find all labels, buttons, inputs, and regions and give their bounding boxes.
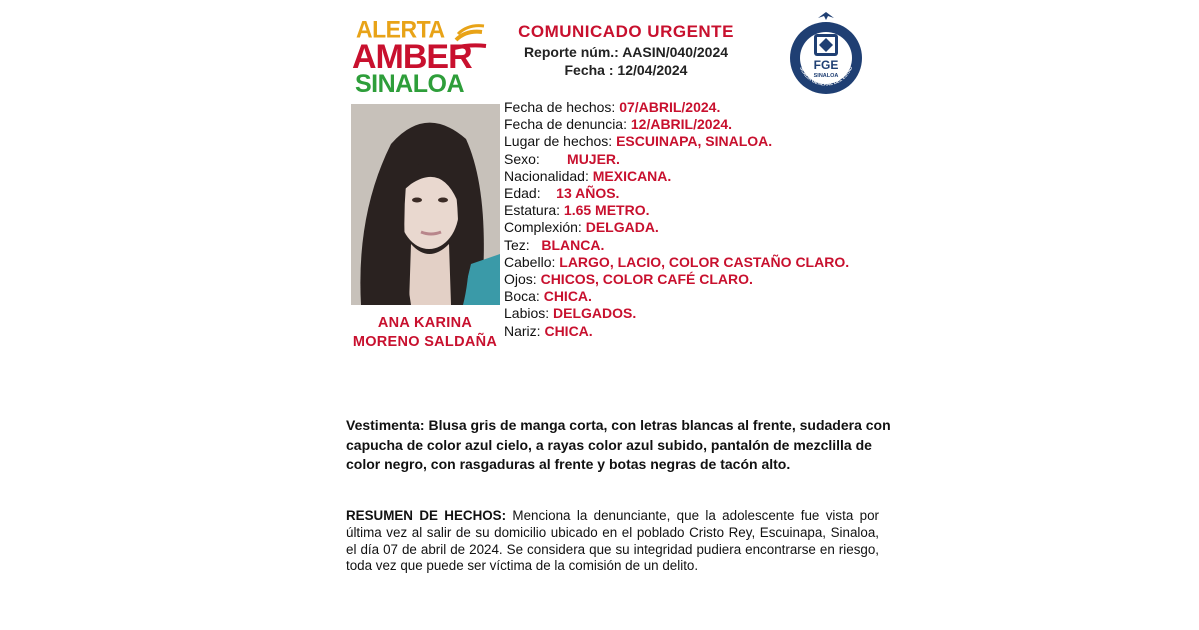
field-value: DELGADOS.: [553, 305, 637, 322]
person-name-line2: MORENO SALDAÑA: [352, 334, 498, 350]
field-label: Complexión:: [504, 219, 586, 236]
field-value: LARGO, LACIO, COLOR CASTAÑO CLARO.: [559, 253, 850, 270]
seal-ring-text: SCALÍA GENERAL DEL ESTAD: [798, 65, 854, 87]
vestimenta-paragraph: Vestimenta: Blusa gris de manga corta, con letras blancas al frente, sudadera con capucha de color azul cielo, a rayas color azul subido, pantalón de mezclilla de color negro, con rasgaduras al frente y botas negras de tacón alto.: [346, 417, 891, 472]
report-number: Reporte núm.: AASIN/040/2024: [523, 44, 729, 60]
seal-abbr: FGE: [813, 58, 839, 72]
report-date: Fecha : 12/04/2024: [564, 62, 688, 78]
field-boca: [504, 288, 849, 305]
field-label: Estatura:: [504, 202, 564, 219]
field-label: Tez:: [504, 236, 542, 253]
field-labios: [504, 305, 849, 322]
field-label: Boca:: [504, 288, 544, 305]
field-value: 07/ABRIL/2024.: [619, 99, 721, 115]
field-value: CHICA.: [543, 288, 592, 305]
person-name: [330, 314, 520, 352]
field-fecha-hechos: [504, 99, 849, 116]
header: [496, 22, 756, 78]
alerta-amber-logo: [352, 16, 492, 98]
field-value: BLANCA.: [541, 236, 605, 253]
logo-sinaloa-text: SINALOA: [355, 70, 464, 98]
field-label: Edad:: [504, 185, 557, 202]
field-label: Nacionalidad:: [504, 167, 593, 184]
field-value: DELGADA.: [585, 219, 659, 236]
field-label: Labios:: [504, 305, 554, 322]
field-label: Ojos:: [504, 271, 541, 288]
field-value: MEXICANA.: [592, 167, 672, 184]
resumen-label: RESUMEN DE HECHOS:: [346, 508, 507, 523]
field-nariz: [504, 323, 849, 340]
field-label: Fecha de denuncia:: [504, 116, 631, 133]
field-value: 13 AÑOS.: [556, 185, 620, 202]
seal-state: SINALOA: [813, 73, 839, 79]
field-estatura: [504, 202, 849, 219]
field-label: Fecha de hechos:: [504, 99, 620, 115]
field-value: ESCUINAPA, SINALOA.: [616, 133, 773, 150]
field-complexion: [504, 219, 849, 236]
field-edad: [504, 185, 849, 202]
fge-seal-logo: [788, 12, 864, 96]
description-fields: [504, 99, 849, 340]
field-fecha-denuncia: [504, 116, 849, 133]
page-title: COMUNICADO URGENTE: [518, 22, 734, 41]
field-value: 1.65 METRO.: [563, 202, 650, 219]
field-label: Cabello:: [504, 253, 560, 270]
person-name-line1: ANA KARINA: [377, 315, 473, 331]
field-value: MUJER.: [567, 150, 620, 167]
logo-alerta-text: ALERTA: [356, 15, 445, 43]
field-label: Sexo:: [504, 150, 568, 167]
field-nacionalidad: [504, 168, 849, 185]
field-ojos: [504, 271, 849, 288]
field-label: Nariz:: [504, 322, 545, 339]
field-label: Lugar de hechos:: [504, 133, 617, 150]
resumen-text: Menciona la denunciante, que la adolescente fue vista por última vez al salir de su domicilio ubicado en el poblado Cristo Rey, Escuinapa, Sinaloa, el día 07 de abril de 2024. Se considera que su integridad pudiera encontrarse en riesgo, toda vez que puede ser víctima de la comisión de un delito.: [346, 508, 879, 574]
field-value: 12/ABRIL/2024.: [630, 116, 733, 133]
field-value: CHICA.: [544, 322, 593, 339]
field-lugar-hechos: [504, 133, 849, 150]
field-cabello: [504, 254, 849, 271]
missing-person-photo: [351, 104, 500, 305]
resumen-paragraph: [346, 508, 879, 575]
field-value: CHICOS, COLOR CAFÉ CLARO.: [540, 271, 753, 288]
logo-amber-text: AMBER: [352, 38, 472, 76]
field-sexo: [504, 151, 849, 168]
field-tez: [504, 237, 849, 254]
